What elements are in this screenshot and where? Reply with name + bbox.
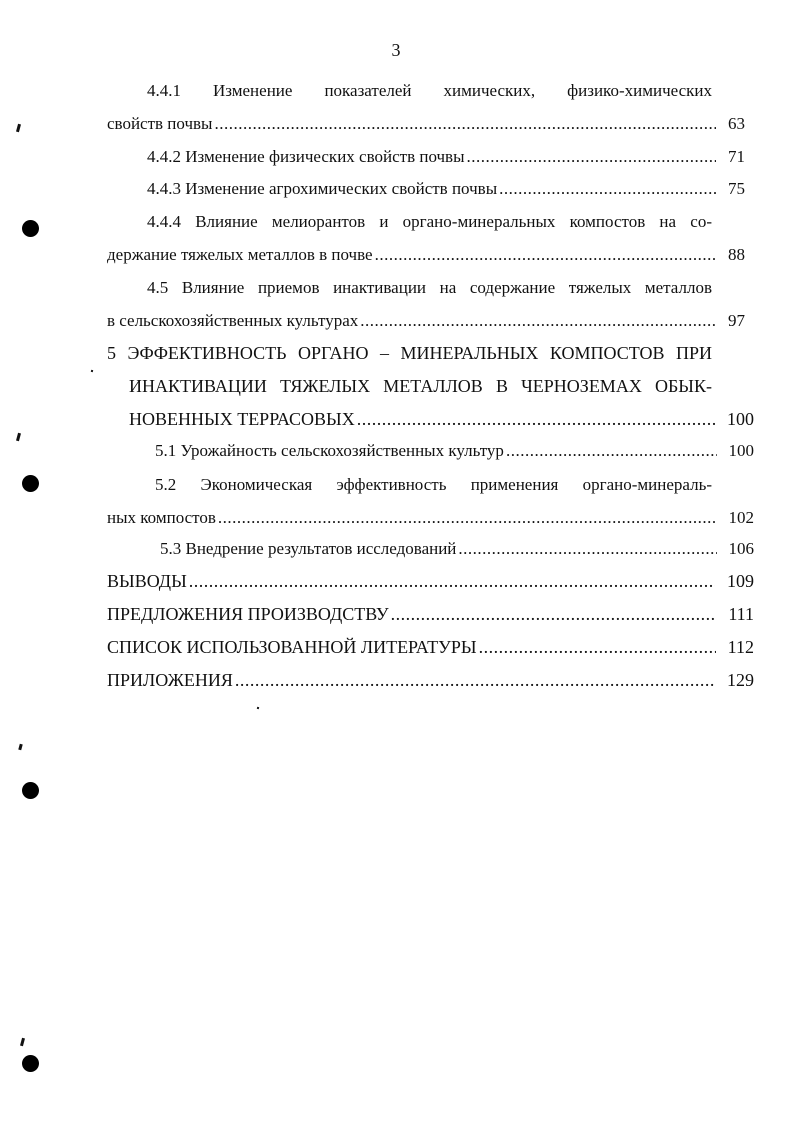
toc-entry-5-line-2: ИНАКТИВАЦИИ ТЯЖЕЛЫХ МЕТАЛЛОВ В ЧЕРНОЗЕМАХ ОБЫК- [129,376,712,396]
toc-page-number: 75 [728,179,745,198]
toc-entry-title: СПИСОК ИСПОЛЬЗОВАННОЙ ЛИТЕРАТУРЫ [107,637,477,657]
dot-leader [218,507,717,529]
punch-hole-mark [22,782,39,799]
toc-entry-4-4-3[interactable] [147,178,745,200]
toc-entry-title: ВЫВОДЫ [107,571,187,591]
dot-leader [506,440,717,462]
toc-entry-references[interactable] [107,636,754,658]
toc-entry-4-4-2[interactable] [147,146,745,168]
page-number: 3 [391,40,401,60]
scan-speck [91,370,93,372]
toc-page-number: 112 [727,637,754,657]
dot-leader [214,113,716,135]
toc-entry-proposals[interactable] [107,603,754,625]
toc-page-number: 97 [728,311,745,330]
toc-entry-title: НОВЕННЫХ ТЕРРАСОВЫХ [129,409,355,429]
toc-page-number: 106 [728,539,754,558]
toc-entry-conclusions[interactable] [107,570,754,592]
punch-hole-mark [22,1055,39,1072]
toc-page-number: 88 [728,245,745,264]
toc-page-number: 109 [727,571,754,591]
dot-leader [357,408,715,430]
toc-entry-5-line-1: 5 ЭФФЕКТИВНОСТЬ ОРГАНО – МИНЕРАЛЬНЫХ КОМПОСТОВ ПРИ [107,343,712,363]
toc-entry-4-4-4-line-1: 4.4.4 Влияние мелиорантов и органо-минеральных компостов на со- [147,212,712,231]
toc-entry-4-4-1-line-1: 4.4.1 Изменение показателей химических, физико-химических [147,81,712,100]
punch-hole-mark [22,220,39,237]
toc-entry-title: ПРИЛОЖЕНИЯ [107,670,233,690]
punch-hole-mark [22,475,39,492]
scan-speck [257,707,259,709]
scan-speck [20,1038,25,1047]
dot-leader [360,310,716,332]
toc-entry-appendices[interactable] [107,669,754,691]
toc-entry-5-1[interactable] [155,440,754,462]
dot-leader [499,178,716,200]
dot-leader [375,244,716,266]
toc-page-number: 63 [728,114,745,133]
dot-leader [189,570,715,592]
toc-page-number: 71 [728,147,745,166]
toc-entry-title: ных компостов [107,508,216,527]
toc-entry-title: в сельскохозяйственных культурах [107,311,359,330]
toc-entry-5-2-line-1: 5.2 Экономическая эффективность применения органо-минераль- [155,475,712,494]
dot-leader [458,538,716,560]
toc-entry-title: 4.4.3 Изменение агрохимических свойств почвы [147,179,498,198]
toc-entry-4-4-1-line-2[interactable] [107,113,745,135]
toc-entry-title: ПРЕДЛОЖЕНИЯ ПРОИЗВОДСТВУ [107,604,389,624]
toc-entry-title: держание тяжелых металлов в почве [107,245,373,264]
dot-leader [391,603,717,625]
dot-leader [467,146,717,168]
toc-entry-title: свойств почвы [107,114,213,133]
toc-entry-5-line-3[interactable] [129,408,754,430]
toc-entry-4-5-line-2[interactable] [107,310,745,332]
toc-entry-4-5-line-1: 4.5 Влияние приемов инактивации на содержание тяжелых металлов [147,278,712,297]
toc-page-number: 129 [727,670,754,690]
scan-speck [18,744,22,751]
toc-page-number: 100 [728,441,754,460]
toc-entry-title: 5.3 Внедрение результатов исследований [160,539,457,558]
toc-entry-title: 4.4.2 Изменение физических свойств почвы [147,147,465,166]
toc-page-number: 100 [727,409,754,429]
scan-speck [16,124,21,133]
toc-entry-4-4-4-line-2[interactable] [107,244,745,266]
toc-entry-title: 5.1 Урожайность сельскохозяйственных культур [155,441,504,460]
dot-leader [235,669,715,691]
toc-page-number: 102 [728,508,754,527]
dot-leader [479,636,716,658]
toc-page-number: 111 [728,604,754,624]
toc-entry-5-2-line-2[interactable] [107,507,754,529]
toc-entry-5-3[interactable] [160,538,754,560]
scan-speck [16,433,21,442]
